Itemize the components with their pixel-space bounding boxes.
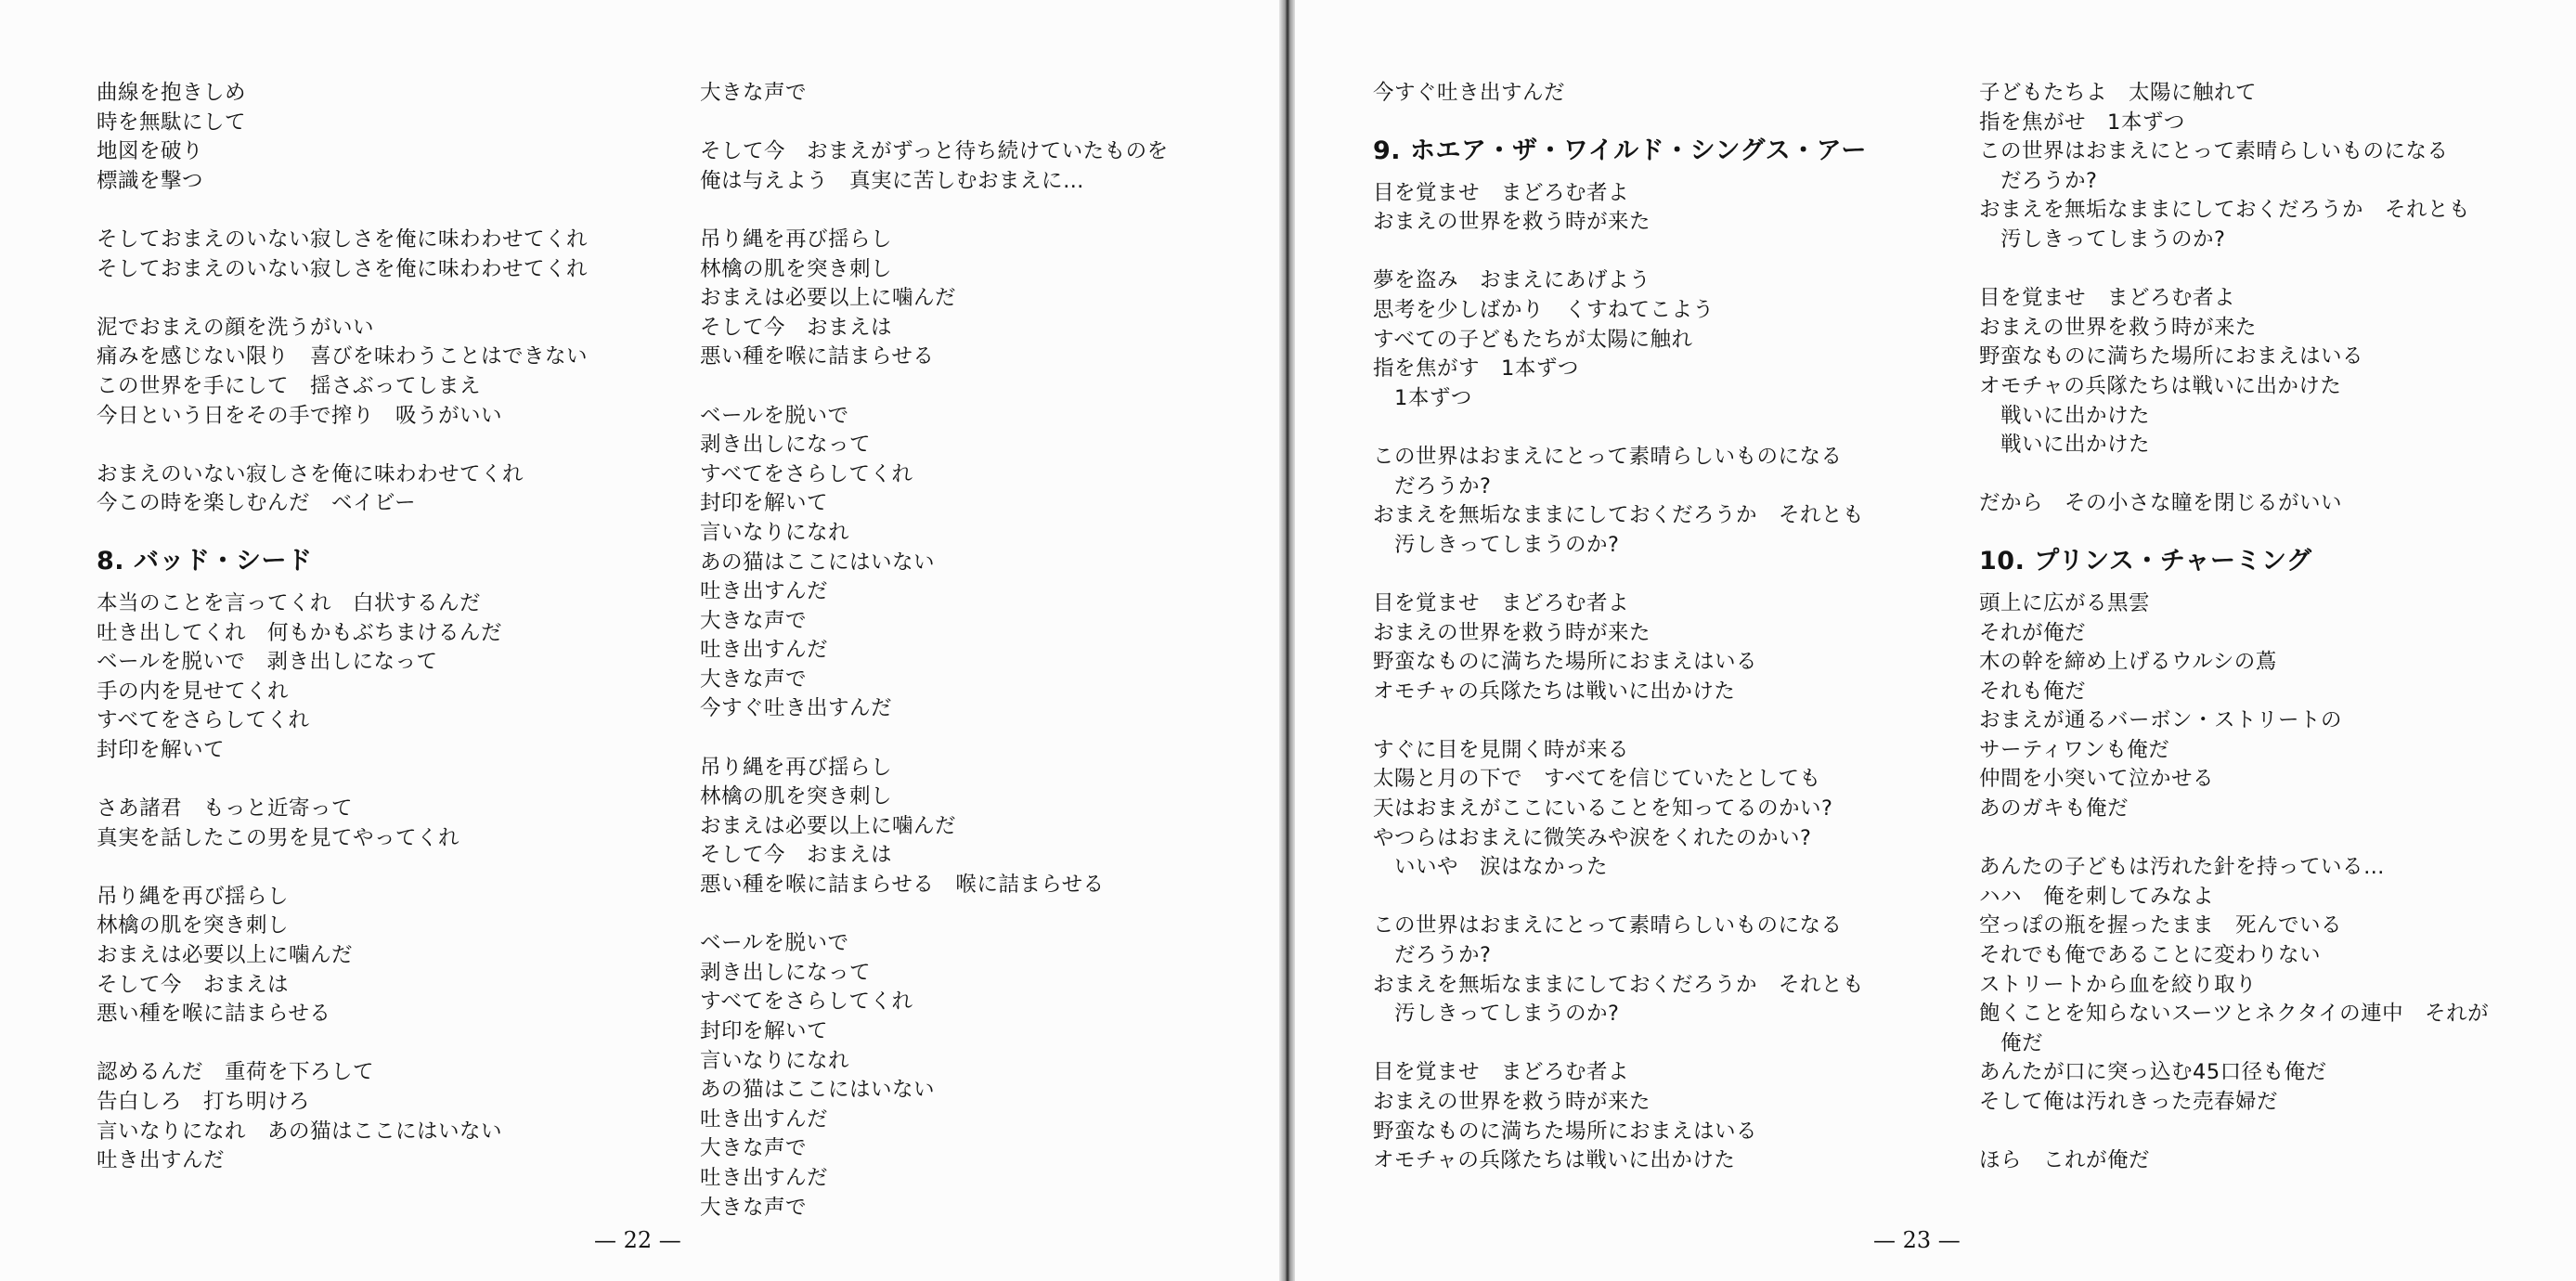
stanza-break <box>1373 1029 1967 1059</box>
lyric-line: 大きな声で <box>700 608 808 633</box>
lyric-line: 本当のことを言ってくれ 白状するんだ <box>97 590 482 615</box>
lyric-line: 吐き出すんだ <box>700 579 829 604</box>
lyric-line: 太陽と月の下で すべてを信じていたとしても <box>1373 767 1821 792</box>
lyrics-column-right-1 <box>1373 79 1967 1176</box>
lyric-line: 言いなりになれ <box>700 1048 850 1073</box>
lyric-line: おまえが通るバーボン・ストリートの <box>1979 708 2343 733</box>
stanza-break <box>700 900 1294 930</box>
lyric-line: すべてをさらしてくれ <box>700 990 913 1015</box>
lyric-line: おまえの世界を救う時が来た <box>1979 315 2258 340</box>
lyric-line: だろうか? <box>1373 943 1492 968</box>
lyric-line: そして今 おまえは <box>700 843 893 868</box>
lyric-line: 吊り縄を再び揺らし <box>700 755 893 780</box>
section-gap <box>97 519 691 537</box>
lyric-line: ベールを脱いで <box>700 403 849 428</box>
song-title: 9. ホエア・ザ・ワイルド・シングス・アー <box>1373 136 1867 165</box>
lyric-line: 認めるんだ 重荷を下ろして <box>97 1060 375 1085</box>
lyric-line: ベールを脱いで <box>700 931 849 956</box>
lyric-line: おまえは必要以上に噛んだ <box>700 286 957 311</box>
lyric-line: そして今 おまえは <box>700 315 893 340</box>
lyric-line: 天はおまえがここにいることを知ってるのかい? <box>1373 796 1833 822</box>
lyric-line: おまえのいない寂しさを俺に味わわせてくれ <box>97 461 524 486</box>
lyric-line: 今日という日をその手で搾り 吸うがいい <box>97 403 503 428</box>
lyric-line: 目を覚ませ まどろむ者よ <box>1373 180 1630 205</box>
stanza-break <box>97 853 691 883</box>
lyric-line: サーティワンも俺だ <box>1979 737 2170 762</box>
lyric-line: やつらはおまえに微笑みや涙をくれたのかい? <box>1373 825 1812 850</box>
lyric-line: そして今 おまえは <box>97 972 290 997</box>
lyrics-column-left-1 <box>97 79 691 1176</box>
lyric-line: すべての子どもたちが太陽に触れ <box>1373 327 1693 352</box>
lyric-line: 戦いに出かけた <box>1979 433 2151 458</box>
page-number-right: — 23 — <box>1873 1227 1961 1253</box>
lyric-line: オモチャの兵隊たちは戦いに出かけた <box>1373 679 1736 704</box>
stanza-break <box>1373 883 1967 912</box>
lyric-line: そしておまえのいない寂しさを俺に味わわせてくれ <box>97 256 589 281</box>
lyric-line: あの猫はここにはいない <box>700 550 936 575</box>
stanza-break <box>700 109 1294 138</box>
lyric-line: オモチャの兵隊たちは戦いに出かけた <box>1979 373 2342 398</box>
lyric-line: 大きな声で <box>700 666 808 692</box>
lyric-line: さあ諸君 もっと近寄って <box>97 796 354 822</box>
stanza-break <box>700 372 1294 402</box>
left-page <box>0 0 1281 1281</box>
lyric-line: 汚しきってしまうのか? <box>1979 226 2226 252</box>
lyric-line: それが俺だ <box>1979 620 2087 645</box>
lyric-line: 野蛮なものに満ちた場所におまえはいる <box>1373 1119 1758 1144</box>
lyric-line: 林檎の肌を突き刺し <box>97 913 290 938</box>
lyric-line: 大きな声で <box>700 1136 808 1161</box>
stanza-break <box>1979 460 2573 490</box>
lyric-line: あんたが口に突っ込む45口径も俺だ <box>1979 1060 2327 1085</box>
lyric-line: 今この時を楽しむんだ ベイビー <box>97 491 417 516</box>
lyric-line: いいや 涙はなかった <box>1373 855 1609 880</box>
stanza-break <box>1373 706 1967 736</box>
lyric-line: だろうか? <box>1979 168 2098 193</box>
lyric-line: 吐き出してくれ 何もかもぶちまけるんだ <box>97 620 503 645</box>
lyric-line: 曲線を抱きしめ <box>97 81 247 105</box>
lyric-line: ベールを脱いで 剥き出しになって <box>97 650 438 675</box>
lyric-line: おまえを無垢なままにしておくだろうか それとも <box>1373 972 1865 997</box>
lyric-line: ハハ 俺を刺してみなよ <box>1979 884 2215 909</box>
lyric-line: 封印を解いて <box>700 491 829 516</box>
stanza-break <box>97 196 691 226</box>
lyric-line: オモチャの兵隊たちは戦いに出かけた <box>1373 1148 1736 1173</box>
song-title: 8. バッド・シード <box>97 546 313 576</box>
lyric-line: 汚しきってしまうのか? <box>1373 532 1620 557</box>
lyric-line: 野蛮なものに満ちた場所におまえはいる <box>1979 344 2364 369</box>
lyric-line: おまえを無垢なままにしておくだろうか それとも <box>1979 198 2471 223</box>
lyric-line: 封印を解いて <box>97 737 226 762</box>
lyric-line: 野蛮なものに満ちた場所におまえはいる <box>1373 650 1758 675</box>
lyric-line: 吐き出すんだ <box>97 1148 226 1173</box>
lyric-line: 指を焦がす 1本ずつ <box>1373 356 1579 382</box>
lyric-line: おまえの世界を救う時が来た <box>1373 620 1651 645</box>
lyric-line: この世界はおまえにとって素晴らしいものになる <box>1373 913 1843 938</box>
lyric-line: おまえの世界を救う時が来た <box>1373 1090 1651 1114</box>
lyric-line: 吊り縄を再び揺らし <box>700 226 893 252</box>
lyric-line: 夢を盗み おまえにあげよう <box>1373 268 1651 293</box>
lyric-line: 吊り縄を再び揺らし <box>97 884 290 909</box>
lyric-line: 大きな声で <box>700 81 808 105</box>
stanza-break <box>1373 560 1967 589</box>
lyric-line: ストリートから血を絞り取り <box>1979 972 2258 997</box>
lyric-line: すべてをさらしてくれ <box>97 708 310 733</box>
lyric-line: 言いなりになれ あの猫はここにはいない <box>97 1119 503 1144</box>
section-gap <box>1979 519 2573 537</box>
lyric-line: それでも俺であることに変わりない <box>1979 943 2322 968</box>
lyric-line: 指を焦がせ 1本ずつ <box>1979 110 2185 135</box>
stanza-break <box>1373 413 1967 443</box>
lyric-line: おまえは必要以上に噛んだ <box>700 813 957 838</box>
lyric-line: だろうか? <box>1373 473 1492 498</box>
stanza-break <box>97 765 691 795</box>
lyric-line: 標識を撃つ <box>97 168 204 193</box>
lyric-line: 泥でおまえの顔を洗うがいい <box>97 315 375 340</box>
lyric-line: 俺は与えよう 真実に苦しむおまえに… <box>700 168 1085 193</box>
lyric-line: 木の幹を締め上げるウルシの蔦 <box>1979 650 2277 675</box>
lyric-line: 飽くことを知らないスーツとネクタイの連中 それが <box>1979 1002 2490 1027</box>
lyric-line: 言いなりになれ <box>700 520 850 545</box>
lyric-line: おまえは必要以上に噛んだ <box>97 943 354 968</box>
lyric-line: すべてをさらしてくれ <box>700 461 913 486</box>
lyric-line: 吐き出すんだ <box>700 1165 829 1190</box>
lyric-line: 真実を話したこの男を見てやってくれ <box>97 825 460 850</box>
lyric-line: おまえの世界を救う時が来た <box>1373 210 1651 235</box>
lyric-line: 目を覚ませ まどろむ者よ <box>1979 286 2236 311</box>
lyric-line: 悪い種を喉に詰まらせる 喉に詰まらせる <box>700 873 1105 898</box>
right-page <box>1295 0 2576 1281</box>
lyrics-column-right-2 <box>1979 79 2573 1176</box>
stanza-break <box>1373 238 1967 267</box>
lyric-line: おまえを無垢なままにしておくだろうか それとも <box>1373 503 1865 528</box>
lyric-line: 1本ずつ <box>1373 385 1472 410</box>
lyric-line: 時を無駄にして <box>97 110 247 135</box>
lyric-line: あのガキも俺だ <box>1979 796 2129 822</box>
lyric-line: この世界を手にして 揺さぶってしまえ <box>97 373 482 398</box>
section-gap <box>1373 109 1967 127</box>
lyric-line: 告白しろ 打ち明けろ <box>97 1090 311 1114</box>
lyric-line: 俺だ <box>1979 1030 2044 1055</box>
lyric-line: 戦いに出かけた <box>1979 403 2151 428</box>
lyric-line: あの猫はここにはいない <box>700 1078 936 1103</box>
lyric-line: 大きな声で <box>700 1195 808 1220</box>
lyric-line: 林檎の肌を突き刺し <box>700 784 893 809</box>
lyric-line: 吐き出すんだ <box>700 1106 829 1132</box>
lyric-line: 目を覚ませ まどろむ者よ <box>1373 590 1630 615</box>
lyric-line: この世界はおまえにとって素晴らしいものになる <box>1373 444 1843 469</box>
lyric-line: あんたの子どもは汚れた針を持っている… <box>1979 855 2386 880</box>
lyric-line: ほら これが俺だ <box>1979 1148 2151 1173</box>
lyrics-column-left-2 <box>700 79 1294 1223</box>
stanza-break <box>700 196 1294 226</box>
lyric-line: 目を覚ませ まどろむ者よ <box>1373 1060 1630 1085</box>
lyric-line: そして俺は汚れきった売春婦だ <box>1979 1090 2279 1114</box>
lyric-line: 封印を解いて <box>700 1019 829 1043</box>
stanza-break <box>97 1029 691 1059</box>
stanza-break <box>700 724 1294 754</box>
stanza-break <box>97 431 691 460</box>
book-spine <box>1279 0 1296 1281</box>
lyric-line: 汚しきってしまうのか? <box>1373 1002 1620 1027</box>
lyric-line: だから その小さな瞳を閉じるがいい <box>1979 491 2343 516</box>
lyric-line: 剥き出しになって <box>700 433 872 458</box>
stanza-break <box>97 284 691 314</box>
lyric-line: すぐに目を見開く時が来る <box>1373 737 1630 762</box>
stanza-break <box>1979 1118 2573 1147</box>
lyric-line: 頭上に広がる黒雲 <box>1979 590 2151 615</box>
lyric-line: 吐き出すんだ <box>700 638 829 663</box>
lyric-line: 子どもたちよ 太陽に触れて <box>1979 81 2258 105</box>
lyric-line: 今すぐ吐き出すんだ <box>700 696 893 721</box>
lyric-line: 悪い種を喉に詰まらせる <box>700 344 935 369</box>
lyric-line: 悪い種を喉に詰まらせる <box>97 1002 331 1027</box>
lyric-line: 痛みを感じない限り 喜びを味わうことはできない <box>97 344 589 369</box>
lyric-line: 手の内を見せてくれ <box>97 679 290 704</box>
lyric-line: 地図を破り <box>97 139 204 164</box>
lyric-line: 林檎の肌を突き刺し <box>700 256 893 281</box>
lyric-line: 仲間を小突いて泣かせる <box>1979 767 2215 792</box>
lyric-line: 剥き出しになって <box>700 960 872 985</box>
stanza-break <box>1979 255 2573 285</box>
lyric-line: そしておまえのいない寂しさを俺に味わわせてくれ <box>97 226 589 252</box>
lyric-line: 今すぐ吐き出すんだ <box>1373 81 1566 105</box>
lyric-line: この世界はおまえにとって素晴らしいものになる <box>1979 139 2449 164</box>
stanza-break <box>1979 824 2573 854</box>
song-title: 10. プリンス・チャーミング <box>1979 546 2312 576</box>
page-number-left: — 22 — <box>594 1227 681 1253</box>
lyric-line: 思考を少しばかり くすねてこよう <box>1373 297 1715 322</box>
lyric-line: 空っぽの瓶を握ったまま 死んでいる <box>1979 913 2343 938</box>
lyric-line: そして今 おまえがずっと待ち続けていたものを <box>700 139 1169 164</box>
lyric-line: それも俺だ <box>1979 679 2087 704</box>
